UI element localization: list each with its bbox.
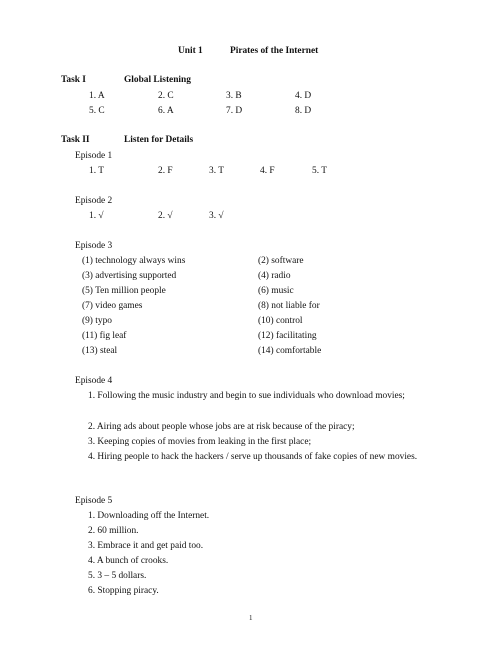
- episode-4-item: 3. Keeping copies of movies from leaking in the first place;: [88, 437, 312, 447]
- task1-label: Task I: [61, 75, 86, 85]
- episode-2-answer: 1. √: [89, 211, 104, 221]
- episode-1-answer: 3. T: [209, 166, 224, 176]
- episode-3-item: (5) Ten million people: [82, 286, 166, 296]
- episode-3-item: (4) radio: [258, 271, 291, 281]
- episode-3-item: (7) video games: [82, 301, 143, 311]
- task1-answer: 5. C: [89, 106, 105, 116]
- episode-5-item: 4. A bunch of crooks.: [88, 556, 169, 566]
- episode-1-answer: 5. T: [312, 166, 327, 176]
- episode-5-item: 3. Embrace it and get paid too.: [88, 541, 204, 551]
- episode-3-title: Episode 3: [75, 241, 113, 251]
- episode-4-item: 4. Hiring people to hack the hackers / serve up thousands of fake copies of new movies.: [88, 452, 418, 462]
- episode-3-item: (3) advertising supported: [82, 271, 177, 281]
- episode-5-item: 2. 60 million.: [88, 526, 139, 536]
- task2-label: Task II: [61, 135, 90, 145]
- episode-1-title: Episode 1: [75, 151, 113, 161]
- task1-answer: 7. D: [226, 106, 243, 116]
- episode-1-answer: 4. F: [260, 166, 275, 176]
- episode-3-item: (11) fig leaf: [82, 331, 127, 341]
- unit-title: Pirates of the Internet: [230, 46, 319, 56]
- task1-answer: 8. D: [295, 106, 312, 116]
- episode-5-item: 1. Downloading off the Internet.: [88, 511, 210, 521]
- episode-3-item: (14) comfortable: [258, 346, 322, 356]
- episode-1-answer: 2. F: [158, 166, 173, 176]
- episode-4-item: 1. Following the music industry and begin to sue individuals who download movies;: [88, 391, 405, 401]
- episode-2-answer: 2. √: [158, 211, 173, 221]
- unit-number: Unit 1: [178, 46, 203, 56]
- episode-3-item: (12) facilitating: [258, 331, 317, 341]
- episode-5-title: Episode 5: [75, 496, 113, 506]
- episode-3-item: (10) control: [258, 316, 303, 326]
- episode-3-item: (8) not liable for: [258, 301, 320, 311]
- episode-3-item: (13) steal: [82, 346, 118, 356]
- task2-heading: Listen for Details: [124, 135, 194, 145]
- task1-answer: 2. C: [158, 91, 174, 101]
- task1-answer: 6. A: [158, 106, 174, 116]
- episode-3-item: (9) typo: [82, 316, 112, 326]
- task1-answer: 1. A: [89, 91, 105, 101]
- episode-5-item: 5. 3 – 5 dollars.: [88, 571, 147, 581]
- episode-5-item: 6. Stopping piracy.: [88, 586, 159, 596]
- episode-3-item: (6) music: [258, 286, 294, 296]
- episode-4-item: 2. Airing ads about people whose jobs are at risk because of the piracy;: [88, 422, 355, 432]
- episode-1-answer: 1. T: [89, 166, 104, 176]
- episode-2-answer: 3. √: [209, 211, 224, 221]
- page-number: 1: [249, 614, 253, 622]
- task1-heading: Global Listening: [124, 75, 191, 85]
- task1-answer: 4. D: [295, 91, 312, 101]
- task1-answer: 3. B: [226, 91, 242, 101]
- episode-2-title: Episode 2: [75, 196, 113, 206]
- episode-4-title: Episode 4: [75, 376, 113, 386]
- episode-3-item: (2) software: [258, 256, 304, 266]
- episode-3-item: (1) technology always wins: [82, 256, 186, 266]
